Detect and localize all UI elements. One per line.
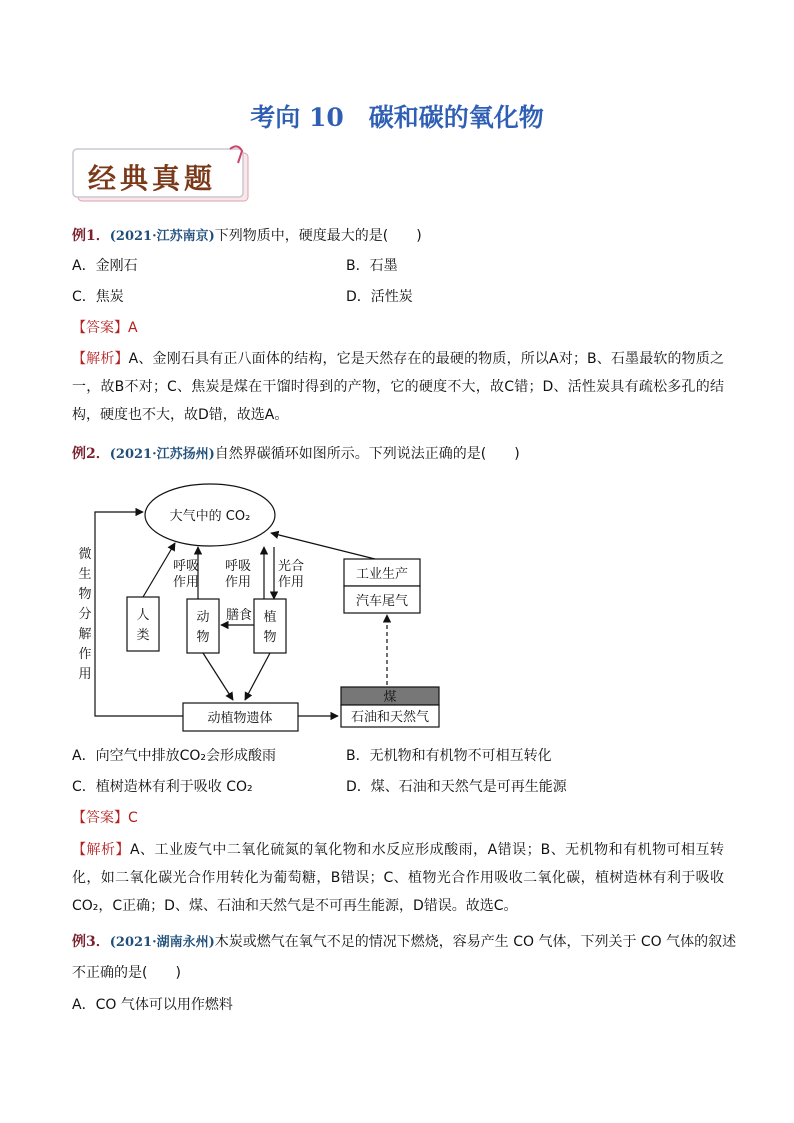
carbon-cycle-diagram: [75, 475, 455, 737]
microbe-char-5: 作: [78, 647, 92, 662]
q3-option-a: A．CO 气体可以用作燃料: [72, 997, 233, 1013]
q1-answer: [72, 318, 138, 338]
photo-line-0: 光合: [278, 559, 305, 574]
q1-option-d: D．活性炭: [346, 289, 413, 305]
q1-stem-text: 下列物质中，硬度最大的是( ): [214, 228, 422, 244]
section-banner: [70, 145, 255, 209]
animal-remains-arrow: [203, 653, 233, 700]
q1-answer-label: 【答案】: [72, 320, 128, 336]
q3-stem-line-2: 不正确的是( ): [72, 965, 181, 981]
q2-stem: [72, 444, 520, 465]
microbe-char-1: 生: [78, 567, 92, 582]
human-char-0: 人: [136, 608, 150, 623]
page-title: 考向 10 碳和碳的氧化物: [250, 103, 544, 132]
plant-char-0: 植: [263, 610, 277, 625]
q2-option-b: B．无机物和有机物不可相互转化: [346, 748, 552, 764]
q3-number: 例3．: [72, 934, 110, 950]
q1-option-b: B．石墨: [346, 258, 398, 274]
industry-label: 工业生产: [355, 567, 409, 582]
q2-analysis-text: A、工业废气中二氧化硫氮的氧化物和水反应形成酸雨，A错误；B、无机物和有机物可相互转化，如二氧化碳光合作用转化为葡萄糖，B错误；C、植物光合作用吸收二氧化碳，植树造林有利于吸收CO₂，C正确；D、煤、石油和天然气是不可再生能源，D错误。故选C。: [72, 842, 724, 914]
q2-option-a: A．向空气中排放CO₂会形成酸雨: [72, 748, 276, 764]
q2-option-c: C．植树造林有利于吸收 CO₂: [72, 779, 253, 795]
remains-label: 动植物遗体: [207, 711, 273, 726]
q1-stem: [72, 226, 422, 247]
banner-text: 经典真题: [88, 162, 217, 195]
q2-stem-text: 自然界碳循环如图所示。下列说法正确的是( ): [214, 446, 520, 462]
microbe-char-3: 分: [78, 607, 92, 622]
plant-char-1: 物: [263, 630, 277, 645]
resp2-line-0: 呼吸: [224, 559, 251, 574]
q1-analysis-label: 【解析】: [72, 351, 129, 367]
microbe-char-4: 解: [78, 627, 92, 642]
q3-stem-text-1: 木炭或燃气在氧气不足的情况下燃烧，容易产生 CO 气体，下列关于 CO 气体的叙述: [214, 934, 737, 950]
q1-number: 例1．: [72, 228, 110, 244]
feed-label: 膳食: [225, 608, 253, 623]
oilgas-label: 石油和天然气: [350, 710, 430, 725]
industry-arrow: [271, 533, 375, 559]
q1-option-c: C．焦炭: [72, 289, 124, 305]
human-char-1: 类: [136, 628, 150, 643]
q2-answer: [72, 808, 138, 828]
animal-char-0: 动: [196, 610, 210, 625]
resp2-line-1: 作用: [224, 575, 251, 590]
q1-source: (2021·江苏南京): [109, 229, 215, 244]
q2-number: 例2．: [72, 446, 110, 462]
q3-stem: [72, 932, 736, 953]
coal-label: 煤: [383, 690, 397, 705]
resp1-line-0: 呼吸: [172, 559, 200, 574]
microbe-char-0: 微: [78, 547, 92, 562]
q1-answer-value: A: [128, 320, 138, 336]
photo-line-1: 作用: [278, 575, 305, 590]
q2-answer-label: 【答案】: [72, 810, 128, 826]
exhaust-label: 汽车尾气: [355, 594, 409, 609]
human-arrow: [143, 543, 175, 597]
q1-option-a: A．金刚石: [72, 258, 138, 274]
q2-answer-value: C: [128, 810, 138, 826]
q1-analysis-text: A、金刚石具有正八面体的结构，它是天然存在的最硬的物质，所以A对；B、石墨最软的物质之一，故B不对；C、焦炭是煤在干馏时得到的产物，它的硬度不大，故C错；D、活性炭具有疏松多孔的结构，硬度也不大，故D错，故选A。: [72, 351, 725, 423]
q2-analysis-label: 【解析】: [72, 842, 130, 858]
atmosphere-label: 大气中的 CO₂: [169, 509, 251, 524]
microbe-char-2: 物: [78, 587, 92, 602]
q3-source: (2021·湖南永州): [109, 935, 215, 950]
animal-char-1: 物: [196, 630, 210, 645]
resp1-line-1: 作用: [172, 575, 200, 590]
q1-analysis: [72, 345, 724, 429]
q2-option-d: D．煤、石油和天然气是可再生能源: [346, 779, 567, 795]
plant-remains-arrow: [245, 653, 270, 700]
microbe-char-6: 用: [78, 667, 92, 682]
q2-source: (2021·江苏扬州): [109, 447, 215, 462]
q2-analysis: [72, 836, 724, 920]
